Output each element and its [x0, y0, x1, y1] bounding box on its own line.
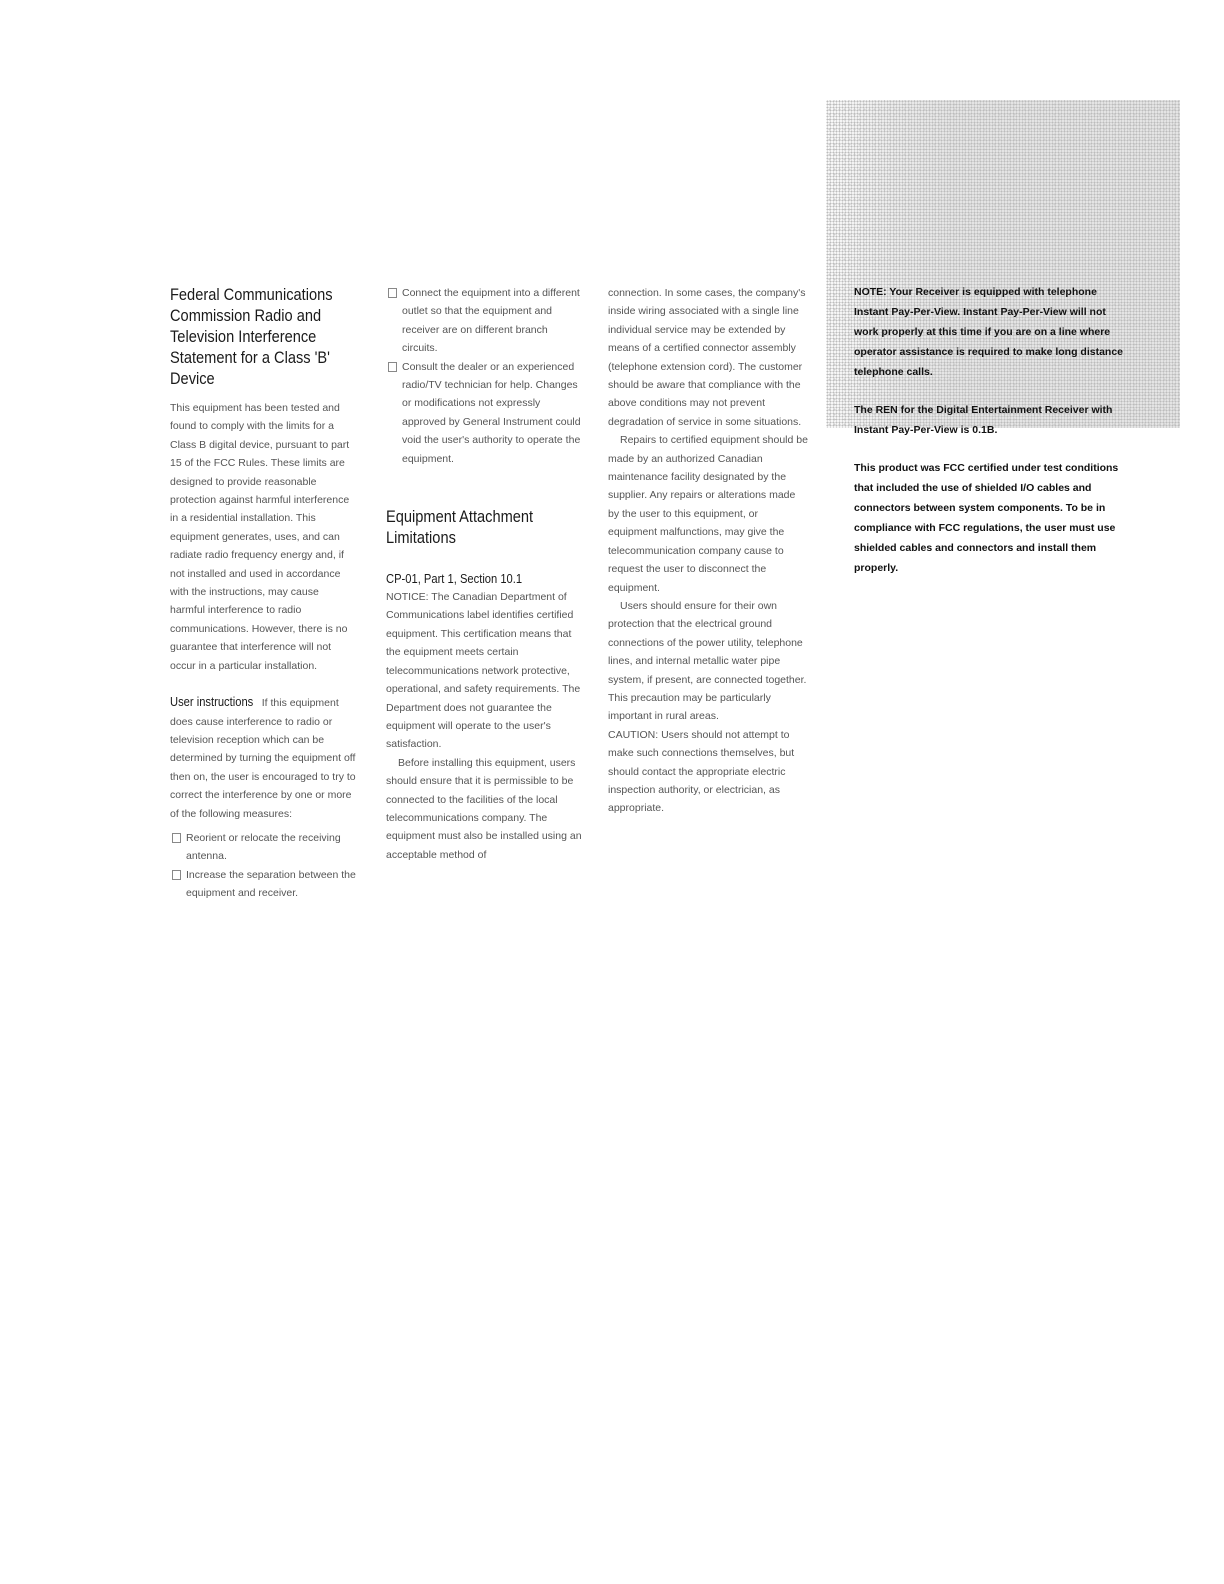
grounding-paragraph: Users should ensure for their own protection that the electrical ground connections of the power utility, telephone lines, and internal metallic water pipe system, if present, are connected together. This precaution may be particularly important in rural areas. [608, 599, 807, 723]
column-2 [386, 284, 584, 864]
checkbox-bullet-icon [388, 362, 397, 372]
list-item: Increase the separation between the equipment and receiver. [170, 866, 356, 903]
user-instructions-paragraph [170, 693, 356, 823]
user-instructions-label: User instructions [170, 694, 254, 710]
shielded-cables-note: This product was FCC certified under test conditions that included the use of shielded I/O cables and connectors between system components. To be in compliance with FCC regulations, the user must use shielded cables and connectors and install them properly. [854, 462, 1119, 574]
list-item: Reorient or relocate the receiving antenna. [170, 829, 356, 866]
section-subheading: CP-01, Part 1, Section 10.1 [386, 571, 523, 587]
installation-paragraph: Before installing this equipment, users should ensure that it is permissible to be connected to the facilities of the local telecommunications company. The equipment must also be installed using an acceptable method of [386, 756, 582, 861]
user-instructions-text: If this equipment does cause interference to radio or television reception which can be determined by turning the equipment off then on, the user is encouraged to try to correct the interference by one or more of the following measures: [170, 697, 356, 820]
measures-list-continued [386, 284, 584, 468]
caution-paragraph: CAUTION: Users should not attempt to make such connections themselves, but should contact the appropriate electric inspection authority, or electrician, as appropriate. [608, 728, 795, 815]
fcc-heading: Federal Communications Commission Radio and Television Interference Statement for a Class 'B' Device [170, 285, 333, 388]
measures-list [170, 829, 356, 903]
equipment-attachment-heading: Equipment Attachment Limitations [386, 507, 534, 548]
list-item: Connect the equipment into a different outlet so that the equipment and receiver are on different branch circuits. [386, 284, 584, 358]
notice-paragraph: NOTICE: The Canadian Department of Communications label identifies certified equipment. This certification means that the equipment meets certain telecommunications network protective, operational, and safety requirements. The Department does not guarantee the equipment will operate to the user's satisfaction. [386, 591, 581, 751]
ren-note: The REN for the Digital Entertainment Receiver with Instant Pay-Per-View is 0.1B. [854, 404, 1113, 436]
notes-panel [854, 282, 1124, 596]
column-3 [608, 284, 808, 818]
repairs-paragraph: Repairs to certified equipment should be made by an authorized Canadian maintenance facility designated by the supplier. Any repairs or alterations made by the user to this equipment, or equipment malfunctions, may give the telecommunication company cause to request the user to disconnect the equipment. [608, 434, 808, 594]
checkbox-bullet-icon [388, 288, 397, 298]
ippv-note: NOTE: Your Receiver is equipped with telephone Instant Pay-Per-View. Instant Pay-Per-View will not work properly at this time if you are on a line where operator assistance is required to make long distance telephone calls. [854, 286, 1124, 378]
list-item: Consult the dealer or an experienced radio/TV technician for help. Changes or modifications not expressly approved by General Instrument could void the user's authority to operate the equipment. [386, 358, 584, 468]
column-1 [170, 284, 356, 903]
connection-paragraph: connection. In some cases, the company's inside wiring associated with a single line individual service may be extended by means of a certified connector assembly (telephone extension cord). The customer should be aware that compliance with the above conditions may not prevent degradation of service in some situations. [608, 287, 806, 428]
checkbox-bullet-icon [172, 833, 181, 843]
fcc-statement: This equipment has been tested and found to comply with the limits for a Class B digital device, pursuant to part 15 of the FCC Rules. These limits are designed to provide reasonable protection against harmful interference in a residential installation. This equipment generates, uses, and can radiate radio frequency energy and, if not installed and used in accordance with the instructions, may cause harmful interference to radio communications. However, there is no guarantee that interference will not occur in a particular installation. [170, 402, 350, 672]
checkbox-bullet-icon [172, 870, 181, 880]
